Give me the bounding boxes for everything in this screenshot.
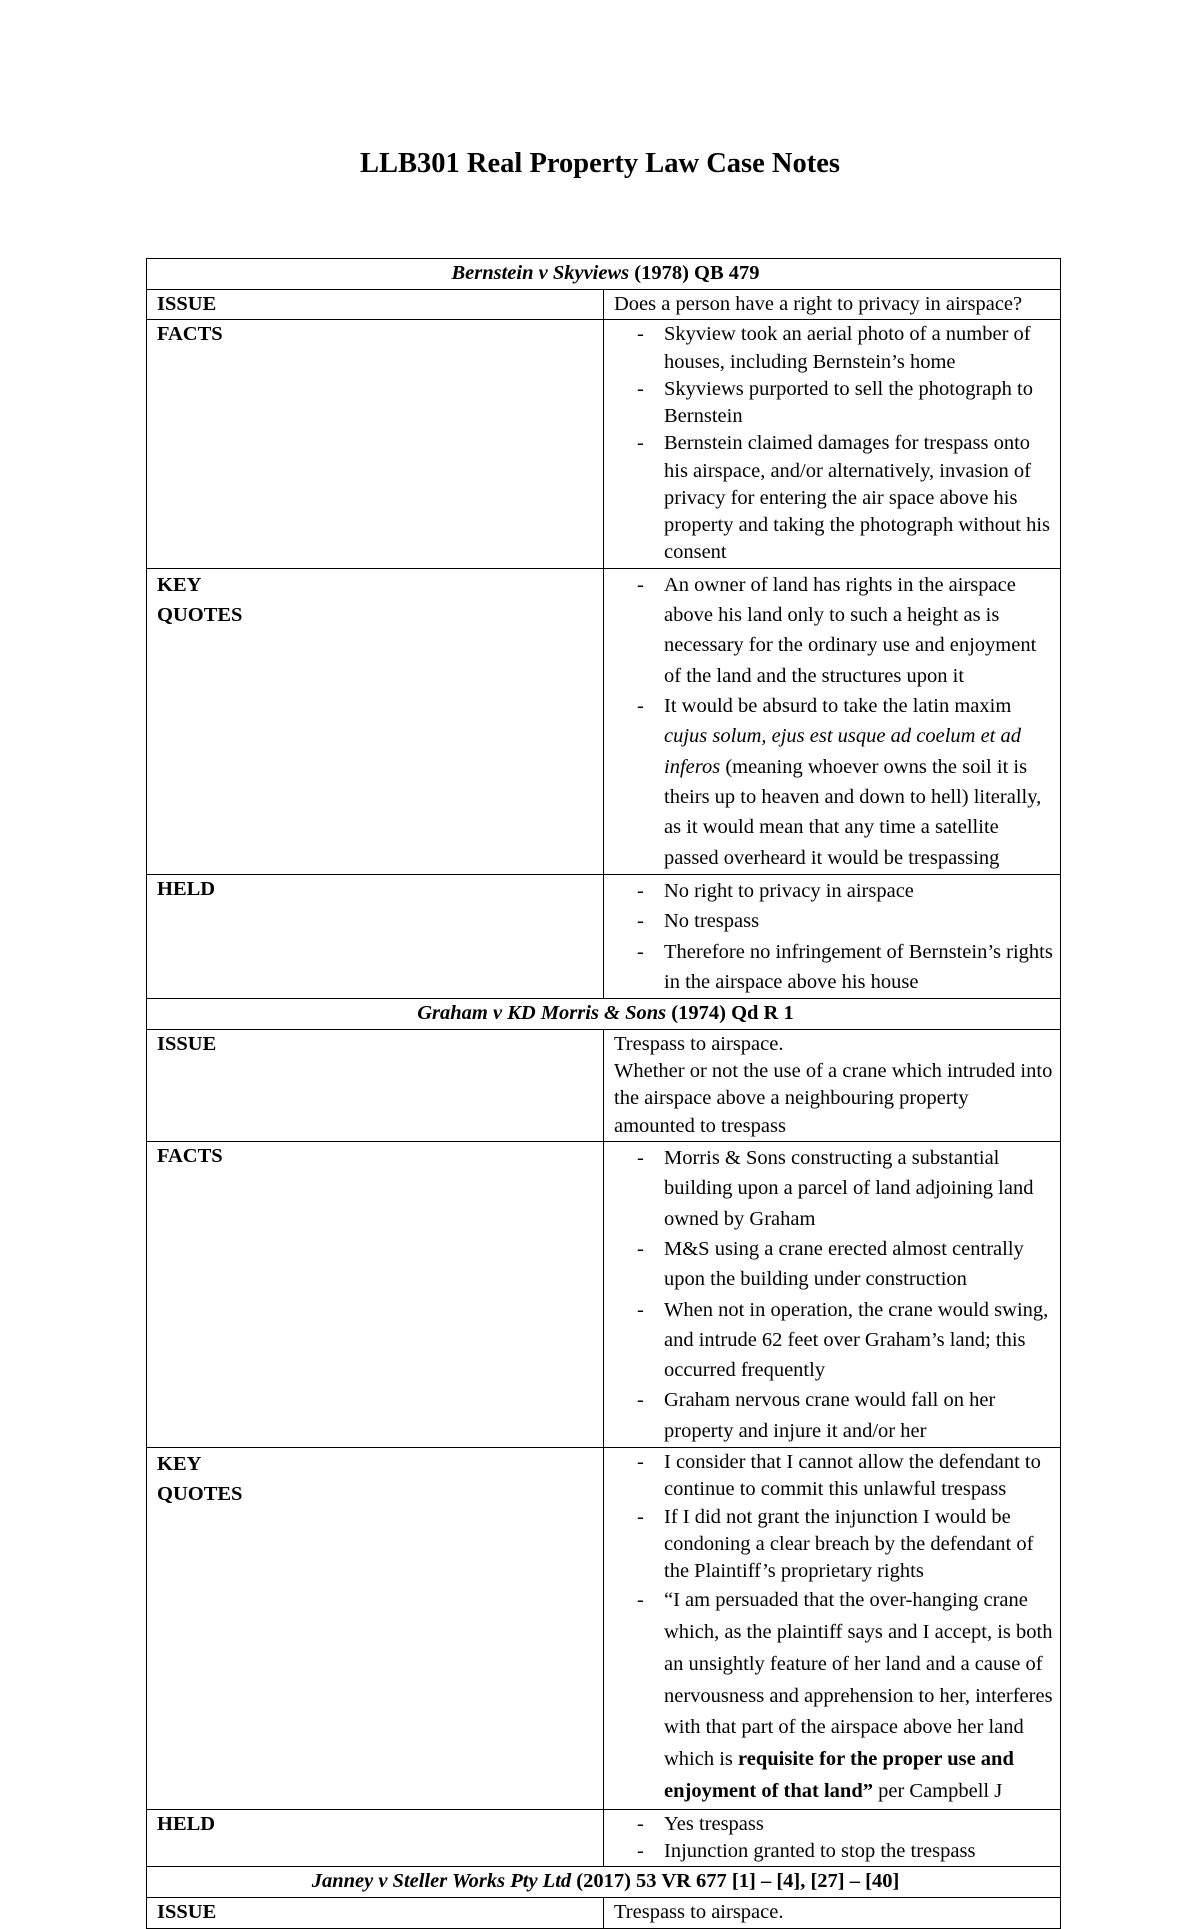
issue-row <box>147 1897 1061 1928</box>
held-list <box>614 876 1054 997</box>
fact-item: - When not in operation, the crane would swing, and intrude 62 feet over Graham’s land; this occurred frequently <box>614 1295 1054 1386</box>
quote-text: It would be absurd to take the latin maxim <box>664 694 1012 717</box>
issue-text <box>604 289 1061 320</box>
key-quotes-label <box>147 1448 604 1810</box>
quote-item <box>614 691 1054 873</box>
key-quotes-row <box>147 1448 1061 1810</box>
quotes-list <box>614 570 1054 873</box>
held-item: - No right to privacy in airspace <box>614 876 1054 906</box>
case-citation: (1978) QB 479 <box>634 262 760 284</box>
issue-label: ISSUE <box>147 1029 604 1141</box>
key-quotes-label <box>147 568 604 874</box>
issue-row <box>147 289 1061 320</box>
held-row <box>147 874 1061 998</box>
held-item: - Injunction granted to stop the trespass <box>614 1838 1054 1865</box>
held-list <box>614 1811 1054 1866</box>
fact-item: - Skyview took an aerial photo of a number of houses, including Bernstein’s home <box>614 321 1054 376</box>
quote-item: - I consider that I cannot allow the defendant to continue to commit this unlawful trespass <box>614 1449 1054 1504</box>
held-row <box>147 1809 1061 1867</box>
case-heading <box>147 999 1061 1030</box>
quote-item: - An owner of land has rights in the airspace above his land only to such a height as is necessary for the ordinary use and enjoyment of the land and the structures upon it <box>614 570 1054 691</box>
held-cell <box>604 874 1061 998</box>
quote-text: “I am persuaded that the over-hanging crane which, as the plaintiff says and I accept, is both an unsightly feature of her land and a cause of nervousness and apprehension to her, interferes with that part of the airspace above her land which is <box>664 1589 1053 1771</box>
issue-line: Does a person have a right to privacy in airspace? <box>614 292 1023 315</box>
key-label-line: KEY <box>157 573 202 596</box>
key-quotes-cell <box>604 1448 1061 1810</box>
held-label: HELD <box>147 874 604 998</box>
quotes-label-line: QUOTES <box>157 1483 243 1506</box>
quotes-label-line: QUOTES <box>157 603 243 626</box>
case-name: Janney v Steller Works Pty Ltd <box>311 1870 572 1893</box>
quote-text: (meaning whoever owns the soil it is theirs up to heaven and down to hell) literally, as it would mean that any time a satellite passed overheard it would be trespassing <box>664 755 1042 869</box>
case-heading-row <box>147 1867 1061 1898</box>
key-quotes-cell <box>604 568 1061 874</box>
fact-item: - Morris & Sons constructing a substantial building upon a parcel of land adjoining land owned by Graham <box>614 1143 1054 1234</box>
key-label-line: KEY <box>157 1453 202 1476</box>
case-name: Bernstein v Skyviews <box>451 262 630 284</box>
facts-cell <box>604 1141 1061 1447</box>
key-quotes-row <box>147 568 1061 874</box>
case-heading-row <box>147 259 1061 290</box>
quote-attribution: per Campbell J <box>872 1779 1003 1802</box>
case-name: Graham v KD Morris & Sons <box>417 1002 667 1025</box>
case-notes-table <box>146 258 1061 1929</box>
facts-list <box>614 321 1054 566</box>
held-cell <box>604 1809 1061 1867</box>
issue-text <box>604 1029 1061 1141</box>
facts-list <box>614 1143 1054 1446</box>
issue-row <box>147 1029 1061 1141</box>
facts-cell <box>604 320 1061 568</box>
fact-item: - Bernstein claimed damages for trespass onto his airspace, and/or alternatively, invasion of privacy for entering the air space above his property and taking the photograph without his consent <box>614 430 1054 566</box>
issue-line: Trespass to airspace. <box>614 1032 784 1055</box>
case-heading <box>147 1867 1061 1898</box>
case-heading-row <box>147 999 1061 1030</box>
case-heading <box>147 259 1061 290</box>
facts-label: FACTS <box>147 1141 604 1447</box>
case-citation: (1974) Qd R 1 <box>671 1002 794 1025</box>
quote-item <box>614 1585 1054 1807</box>
case-citation: (2017) 53 VR 677 [1] – [4], [27] – [40] <box>576 1870 900 1893</box>
facts-label: FACTS <box>147 320 604 568</box>
facts-row <box>147 1141 1061 1447</box>
page-title: LLB301 Real Property Law Case Notes <box>360 148 840 179</box>
issue-line: Whether or not the use of a crane which intruded into the airspace above a neighbouring property amounted to trespass <box>614 1060 1053 1137</box>
issue-label: ISSUE <box>147 1897 604 1928</box>
latin-maxim: cujus solum, ejus est usque ad coelum et ad inferos <box>664 725 1021 778</box>
quotes-list <box>614 1449 1054 1808</box>
fact-item: - Skyviews purported to sell the photograph to Bernstein <box>614 376 1054 431</box>
facts-row <box>147 320 1061 568</box>
held-item: - Therefore no infringement of Bernstein’s rights in the airspace above his house <box>614 937 1054 998</box>
fact-item: - Graham nervous crane would fall on her property and injure it and/or her <box>614 1385 1054 1446</box>
fact-item: - M&S using a crane erected almost centrally upon the building under construction <box>614 1234 1054 1295</box>
quote-item: - If I did not grant the injunction I would be condoning a clear breach by the defendant of the Plaintiff’s proprietary rights <box>614 1504 1054 1586</box>
held-label: HELD <box>147 1809 604 1867</box>
issue-label: ISSUE <box>147 289 604 320</box>
held-item: - Yes trespass <box>614 1811 1054 1838</box>
issue-text <box>604 1897 1061 1928</box>
quote-emphasis: requisite for the proper use and enjoyment of that land” <box>664 1748 1014 1802</box>
issue-line: Trespass to airspace. <box>614 1900 784 1923</box>
held-item: - No trespass <box>614 906 1054 936</box>
